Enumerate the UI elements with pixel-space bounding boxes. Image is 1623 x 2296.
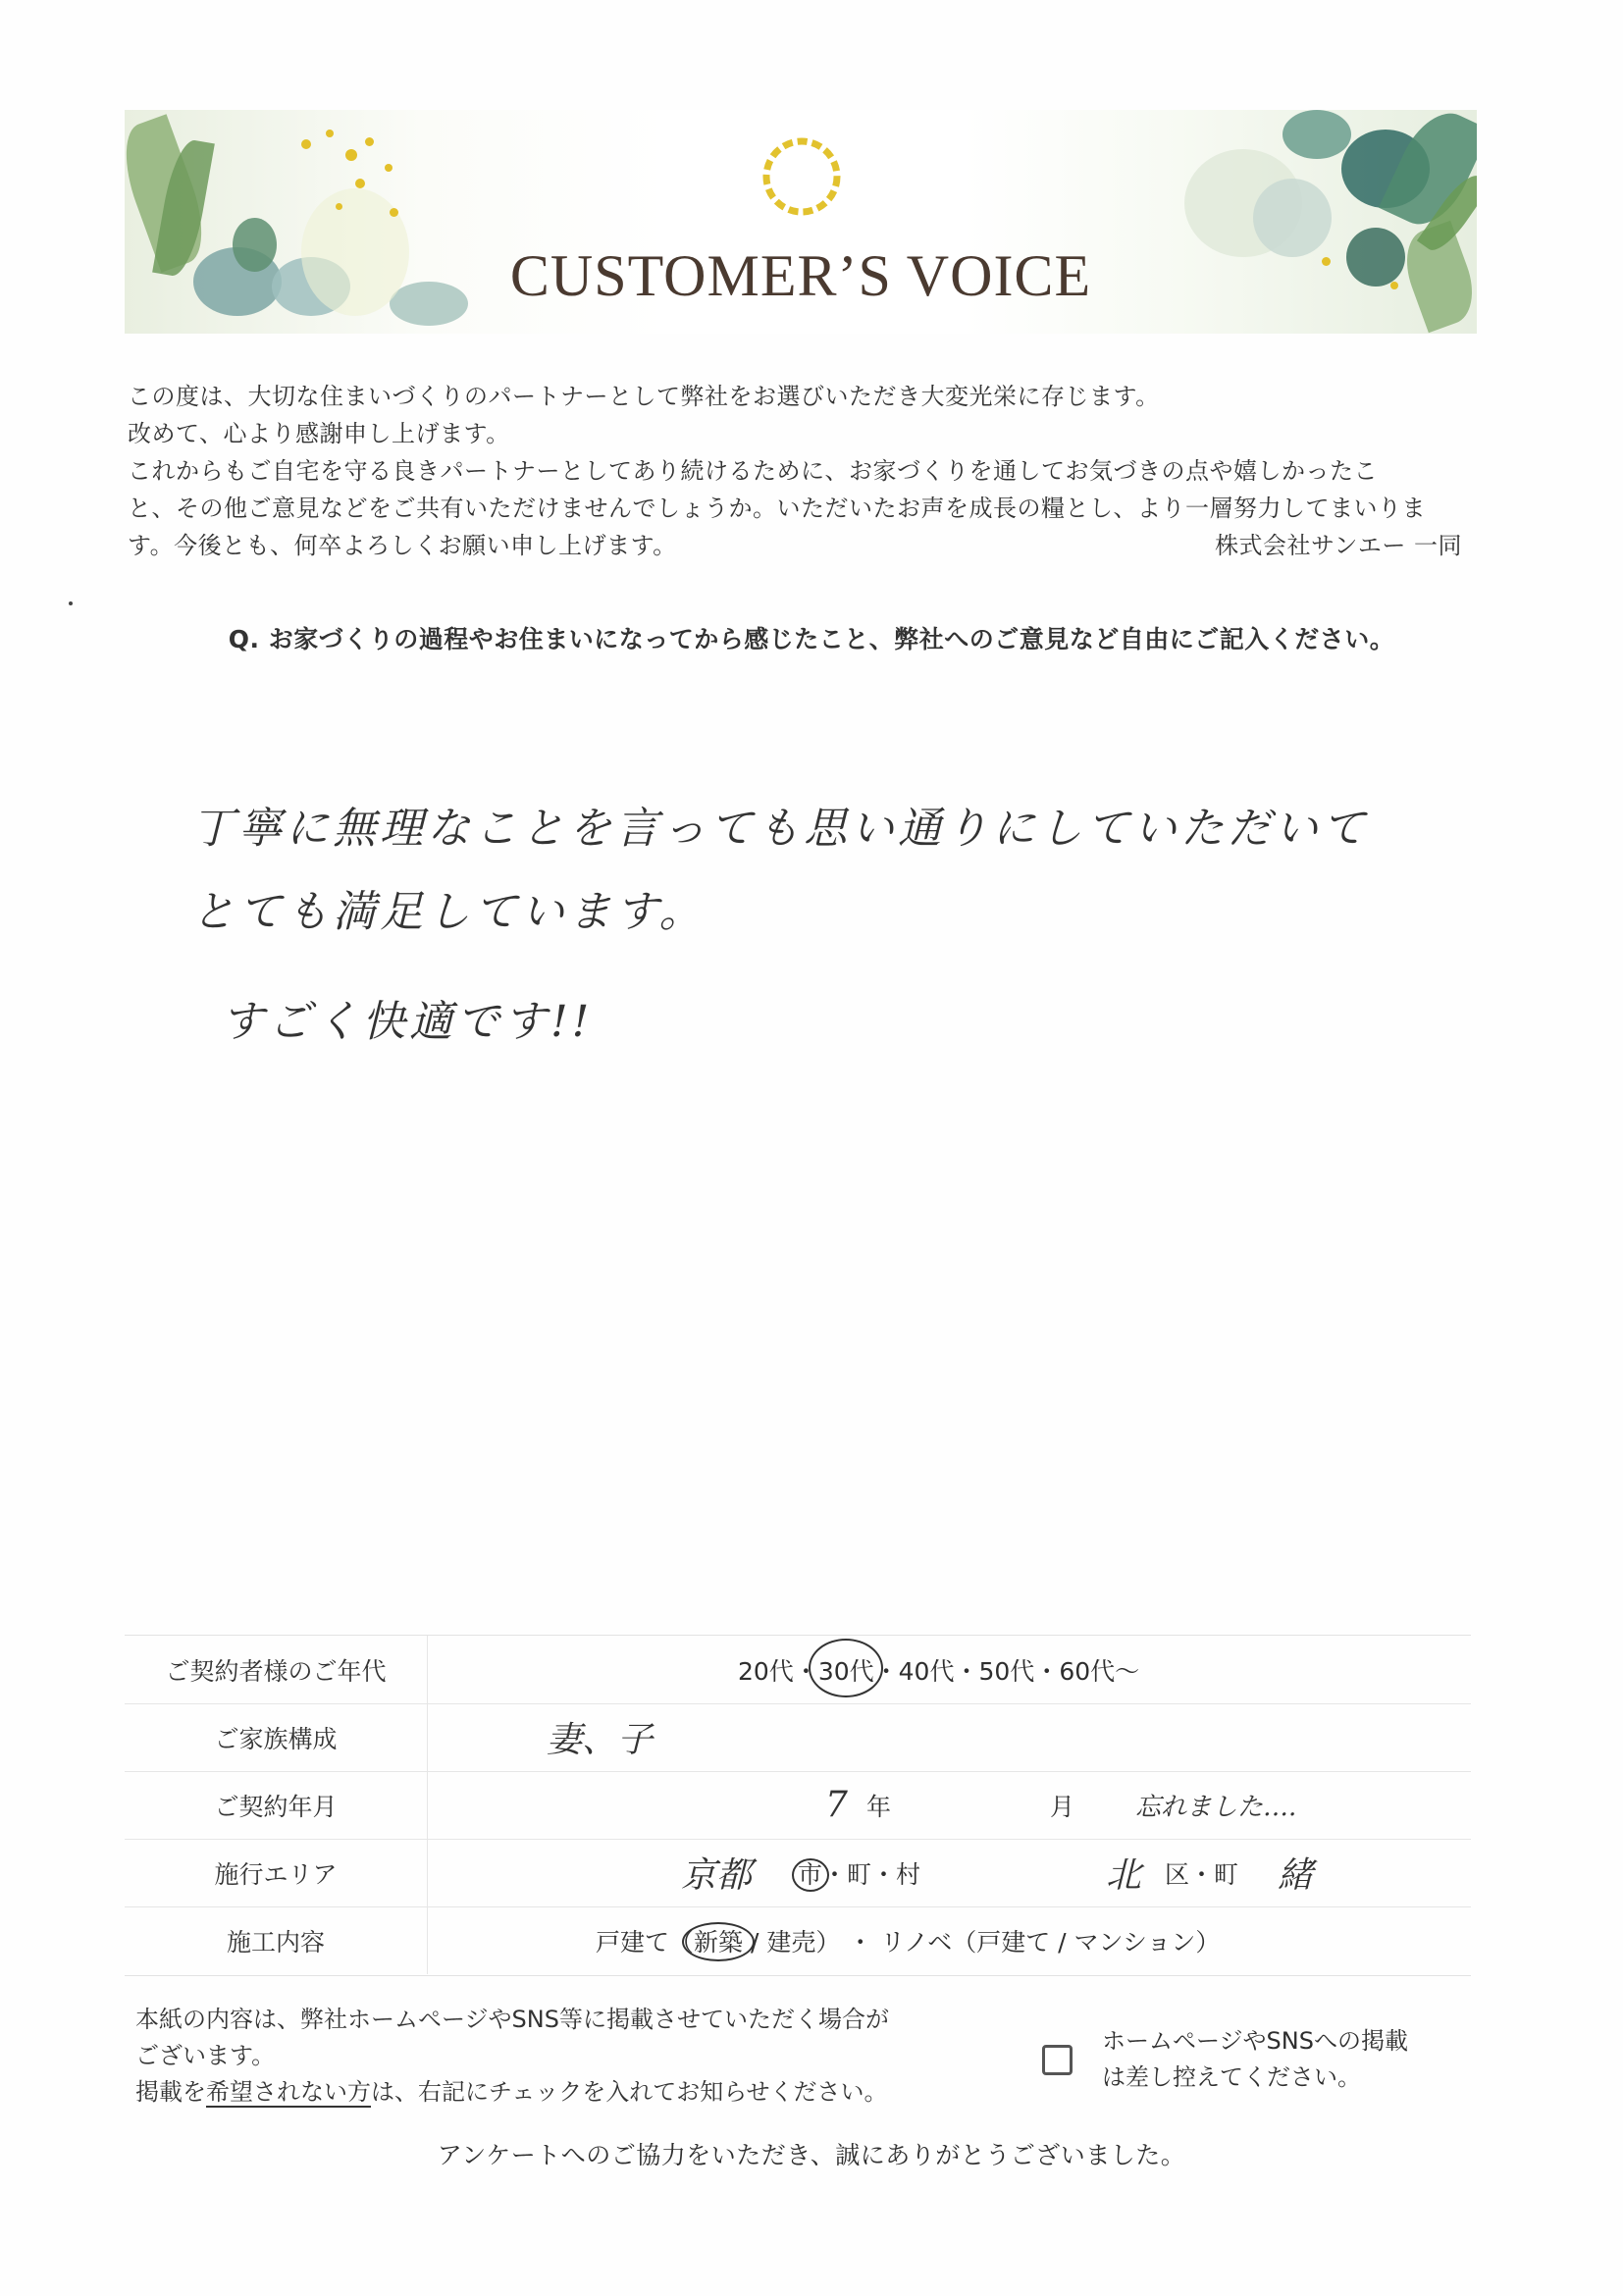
intro-line: この度は、大切な住まいづくりのパートナーとして弊社をお選びいただき大変光栄に存じます。 (128, 383, 1160, 410)
gold-dot (385, 164, 393, 172)
selection-circle (792, 1858, 829, 1892)
intro-line: 改めて、心より感謝申し上げます。 (128, 420, 510, 447)
area-town[interactable]: 緒 (1278, 1855, 1314, 1896)
leaf-illustration (1283, 110, 1351, 159)
gold-dot (326, 130, 334, 137)
work-options[interactable]: 戸建て（新築 / 建売） ・ リノベ（戸建て / マンション） (596, 1906, 1220, 1974)
age-options[interactable]: 20代 ・ 30代 ・ 40代 ・ 50代 ・ 60代～ (738, 1636, 1139, 1703)
area-label: 施行エリア (125, 1839, 428, 1906)
area-ward[interactable]: 北 (1106, 1855, 1142, 1896)
gold-dot (365, 137, 374, 146)
age-option[interactable]: 20代 (738, 1656, 794, 1686)
gold-dot (355, 179, 365, 188)
month-unit: 月 (1050, 1792, 1075, 1821)
gold-dot (390, 208, 398, 217)
area-ward-options[interactable]: 区・町 (1165, 1859, 1239, 1889)
intro-text (128, 378, 1482, 564)
table-row-area (125, 1839, 1471, 1907)
intro-line: と、その他ご意見などをご共有いただけませんでしょうか。いただいたお声を成長の糧とし、より一層努力してまいりま (128, 495, 1426, 522)
contract-note[interactable]: 忘れました…. (1135, 1793, 1297, 1822)
area-city-options[interactable]: 市・町・村 (798, 1839, 920, 1906)
info-table (125, 1635, 1471, 1976)
opt-out-label: ホームページやSNSへの掲載 は差し控えてください。 (1102, 2027, 1408, 2091)
answer-line[interactable]: 丁寧に無理なことを言っても思い通りにしていただいて (191, 804, 1369, 854)
family-value[interactable]: 妻、子 (547, 1720, 654, 1760)
company-signature: 株式会社サンエー 一同 (1215, 532, 1462, 559)
gold-dot (345, 149, 357, 161)
selection-circle (682, 1922, 755, 1961)
table-row-family (125, 1703, 1471, 1772)
age-option[interactable]: 50代 (978, 1656, 1035, 1686)
notice-line: 掲載を希望されない方は、右記にチェックを入れてお知らせください。 (135, 2078, 888, 2106)
scan-speck (69, 601, 73, 605)
notice-line: ございます。 (135, 2042, 276, 2069)
selection-circle (809, 1639, 883, 1697)
header-banner (125, 110, 1477, 334)
year-unit: 年 (866, 1792, 892, 1821)
table-row-work (125, 1906, 1471, 1974)
publication-notice (135, 2002, 999, 2111)
work-label: 施工内容 (125, 1906, 428, 1974)
table-row-age (125, 1636, 1471, 1704)
notice-line: 本紙の内容は、弊社ホームページやSNS等に掲載させていただく場合が (135, 2006, 889, 2033)
contract-label: ご契約年月 (125, 1771, 428, 1839)
header-title: CUSTOMER’S VOICE (509, 243, 1092, 308)
notice-emphasis: 希望されない方 (206, 2078, 371, 2106)
area-city[interactable]: 京都 (681, 1855, 753, 1896)
age-option-selected[interactable]: 30代 (818, 1652, 874, 1688)
thanks-footer: アンケートへのご協力をいただき、誠にありがとうございました。 (437, 2141, 1186, 2169)
age-option[interactable]: 60代～ (1059, 1656, 1140, 1686)
question-heading: Q. お家づくりの過程やお住まいになってから感じたこと、弊社へのご意見など自由にご記入ください。 (228, 625, 1395, 653)
opt-out-checkbox[interactable] (1042, 2045, 1073, 2075)
age-option[interactable]: 40代 (898, 1656, 955, 1686)
family-label: ご家族構成 (125, 1703, 428, 1771)
sun-emblem-icon (755, 130, 849, 224)
answer-line[interactable]: すごく快適です!! (221, 997, 594, 1047)
contract-year[interactable]: 7 (825, 1785, 848, 1825)
table-row-contract (125, 1771, 1471, 1840)
intro-line: これからもご自宅を守る良きパートナーとしてあり続けるために、お家づくりを通してお気づきの点や嬉しかったこ (128, 457, 1378, 485)
age-label: ご契約者様のご年代 (125, 1636, 428, 1703)
gold-dot (301, 139, 311, 149)
intro-line (128, 527, 1482, 564)
gold-dot (336, 203, 342, 210)
intro-line-last: す。今後とも、何卒よろしくお願い申し上げます。 (128, 532, 677, 559)
answer-line[interactable]: とても満足しています。 (191, 887, 707, 937)
